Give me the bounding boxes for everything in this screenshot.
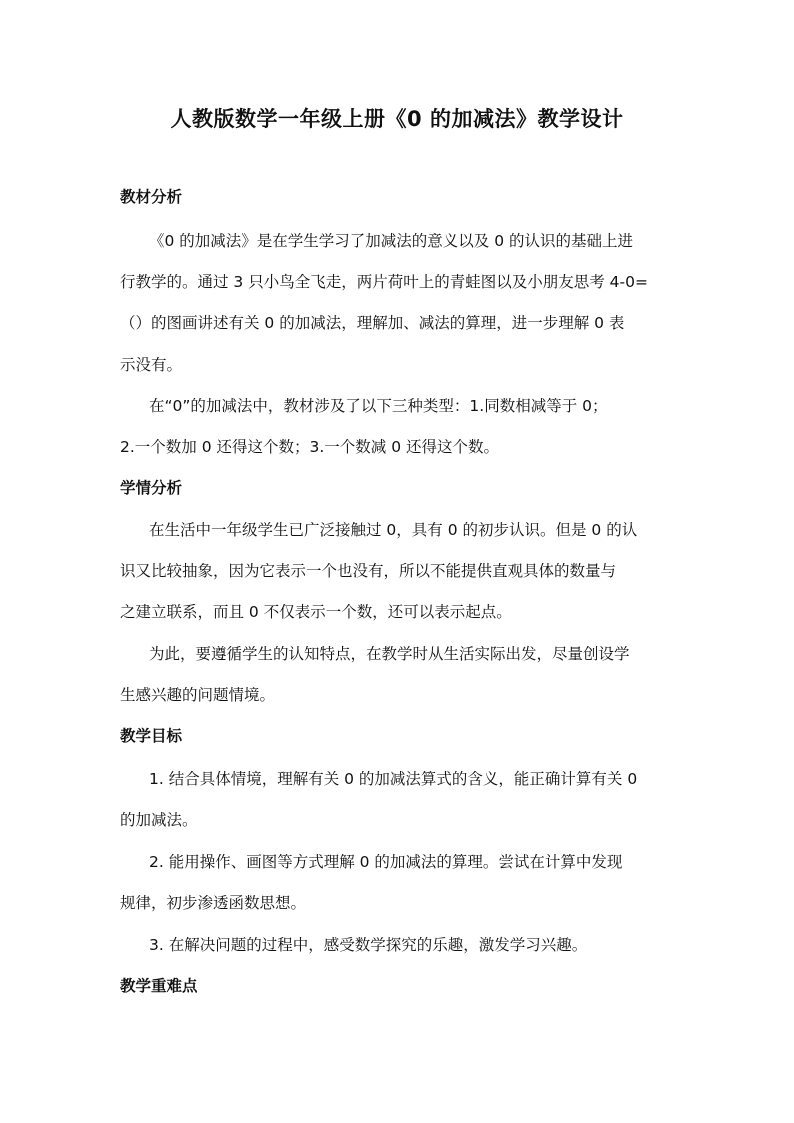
paragraph-line: 2. 能用操作、画图等方式理解 0 的加减法的算理。尝试在计算中发现 <box>149 853 623 871</box>
paragraph-line: 2.一个数加 0 还得这个数；3.一个数减 0 还得这个数。 <box>120 438 500 456</box>
paragraph-line: 3. 在解决问题的过程中，感受数学探究的乐趣，激发学习兴趣。 <box>149 936 588 954</box>
section-heading-key-difficult-points: 教学重难点 <box>120 977 198 995</box>
paragraph-line: 之建立联系，而且 0 不仅表示一个数，还可以表示起点。 <box>120 603 512 621</box>
section-heading-textbook-analysis: 教材分析 <box>120 188 183 206</box>
document-title: 人教版数学一年级上册《0 的加减法》教学设计 <box>170 107 624 131</box>
paragraph-line: 《0 的加减法》是在学生学习了加减法的意义以及 0 的认识的基础上进 <box>149 232 634 250</box>
paragraph-line: 的加减法。 <box>120 811 198 829</box>
paragraph-line: 示没有。 <box>120 356 183 374</box>
section-heading-teaching-objectives: 教学目标 <box>120 727 183 745</box>
paragraph-line: 为此，要遵循学生的认知特点，在教学时从生活实际出发，尽量创设学 <box>149 645 630 663</box>
paragraph-line: 行教学的。通过 3 只小鸟全飞走，两片荷叶上的青蛙图以及小朋友思考 4-0= <box>120 273 648 291</box>
paragraph-line: 识又比较抽象，因为它表示一个也没有，所以不能提供直观具体的数量与 <box>120 562 617 580</box>
paragraph-line: 规律，初步渗透函数思想。 <box>120 894 307 912</box>
paragraph-line: 生感兴趣的问题情境。 <box>120 686 276 704</box>
paragraph-line: （）的图画讲述有关 0 的加减法，理解加、减法的算理，进一步理解 0 表 <box>120 314 625 332</box>
paragraph-line: 1. 结合具体情境，理解有关 0 的加减法算式的含义，能正确计算有关 0 <box>149 770 638 788</box>
paragraph-line: 在生活中一年级学生已广泛接触过 0，具有 0 的初步认识。但是 0 的认 <box>149 521 638 539</box>
paragraph-line: 在“0”的加减法中，教材涉及了以下三种类型：1.同数相减等于 0； <box>149 397 608 415</box>
section-heading-learner-analysis: 学情分析 <box>120 479 183 497</box>
